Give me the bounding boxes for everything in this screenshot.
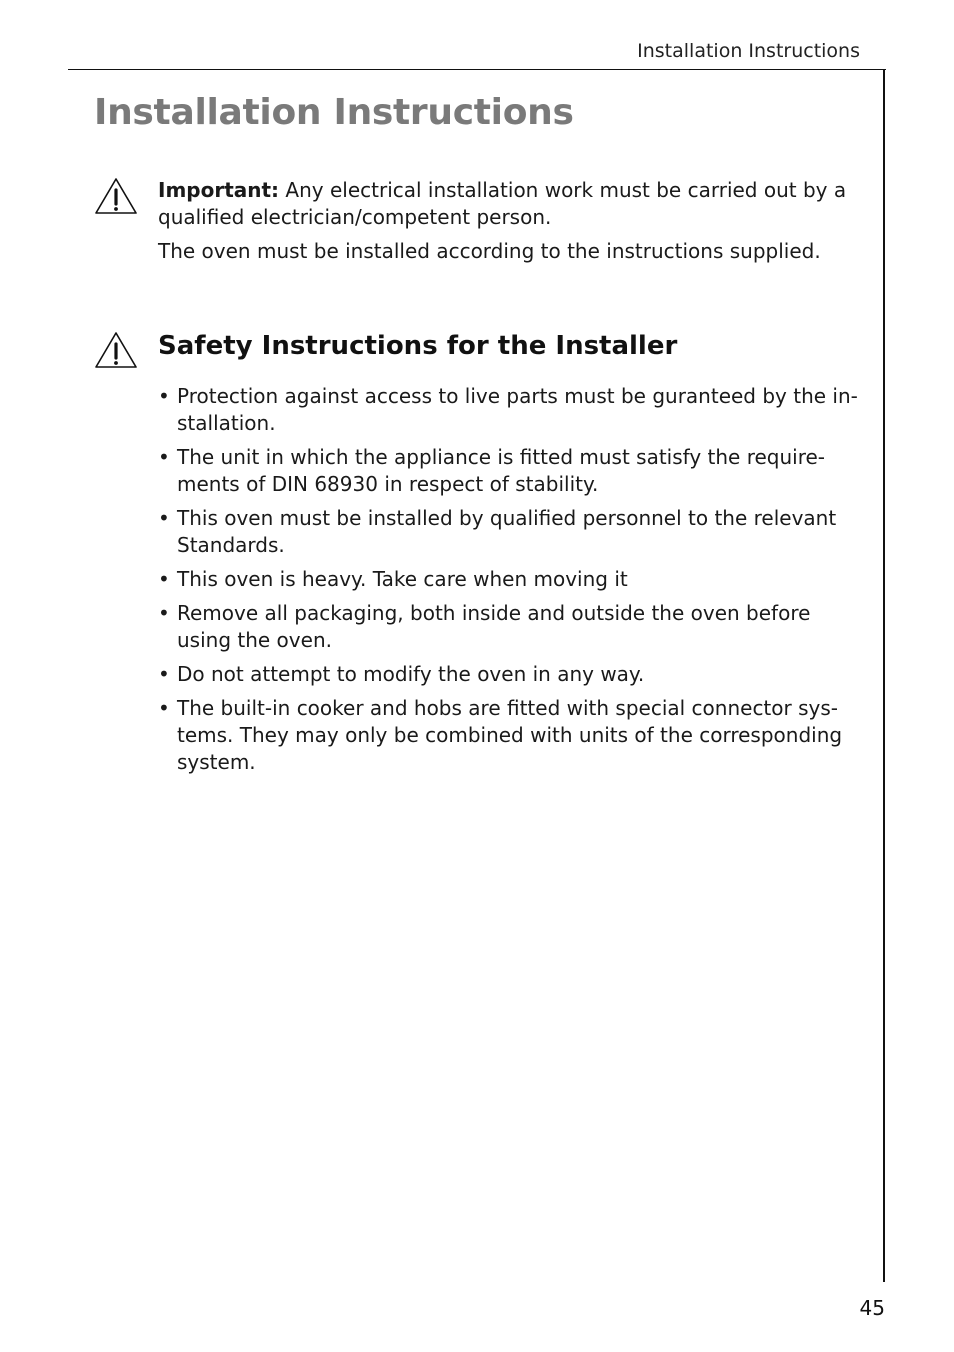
important-text: Any electrical installation work must be carried out by a qualified electrician/competent person.	[158, 178, 847, 229]
page-number: 45	[859, 1296, 885, 1320]
list-item: • Remove all packaging, both inside and outside the oven before using the oven.	[158, 600, 858, 654]
running-header: Installation Instructions	[637, 40, 860, 62]
warning-triangle-icon	[94, 331, 138, 369]
warning-triangle-icon	[94, 177, 138, 215]
list-item: • Do not attempt to modify the oven in any way.	[158, 661, 858, 688]
list-item: • The built-in cooker and hobs are fitted with special connector sys-tems. They may only be combined with units of the corresponding system.	[158, 695, 858, 776]
safety-list	[158, 383, 858, 783]
page-title: Installation Instructions	[94, 92, 574, 133]
header-rule	[68, 69, 886, 70]
installation-note: The oven must be installed according to the instructions supplied.	[158, 239, 821, 263]
list-item: • This oven must be installed by qualified personnel to the relevant Standards.	[158, 505, 858, 559]
list-item: • The unit in which the appliance is fitted must satisfy the require-ments of DIN 68930 in respect of stability.	[158, 444, 858, 498]
important-paragraph	[158, 177, 848, 231]
important-notice	[158, 177, 848, 265]
important-label: Important:	[158, 178, 280, 202]
list-item: • Protection against access to live parts must be guranteed by the in-stallation.	[158, 383, 858, 437]
list-item: • This oven is heavy. Take care when moving it	[158, 566, 858, 593]
margin-rule	[883, 69, 885, 1282]
section-heading: Safety Instructions for the Installer	[158, 331, 678, 361]
